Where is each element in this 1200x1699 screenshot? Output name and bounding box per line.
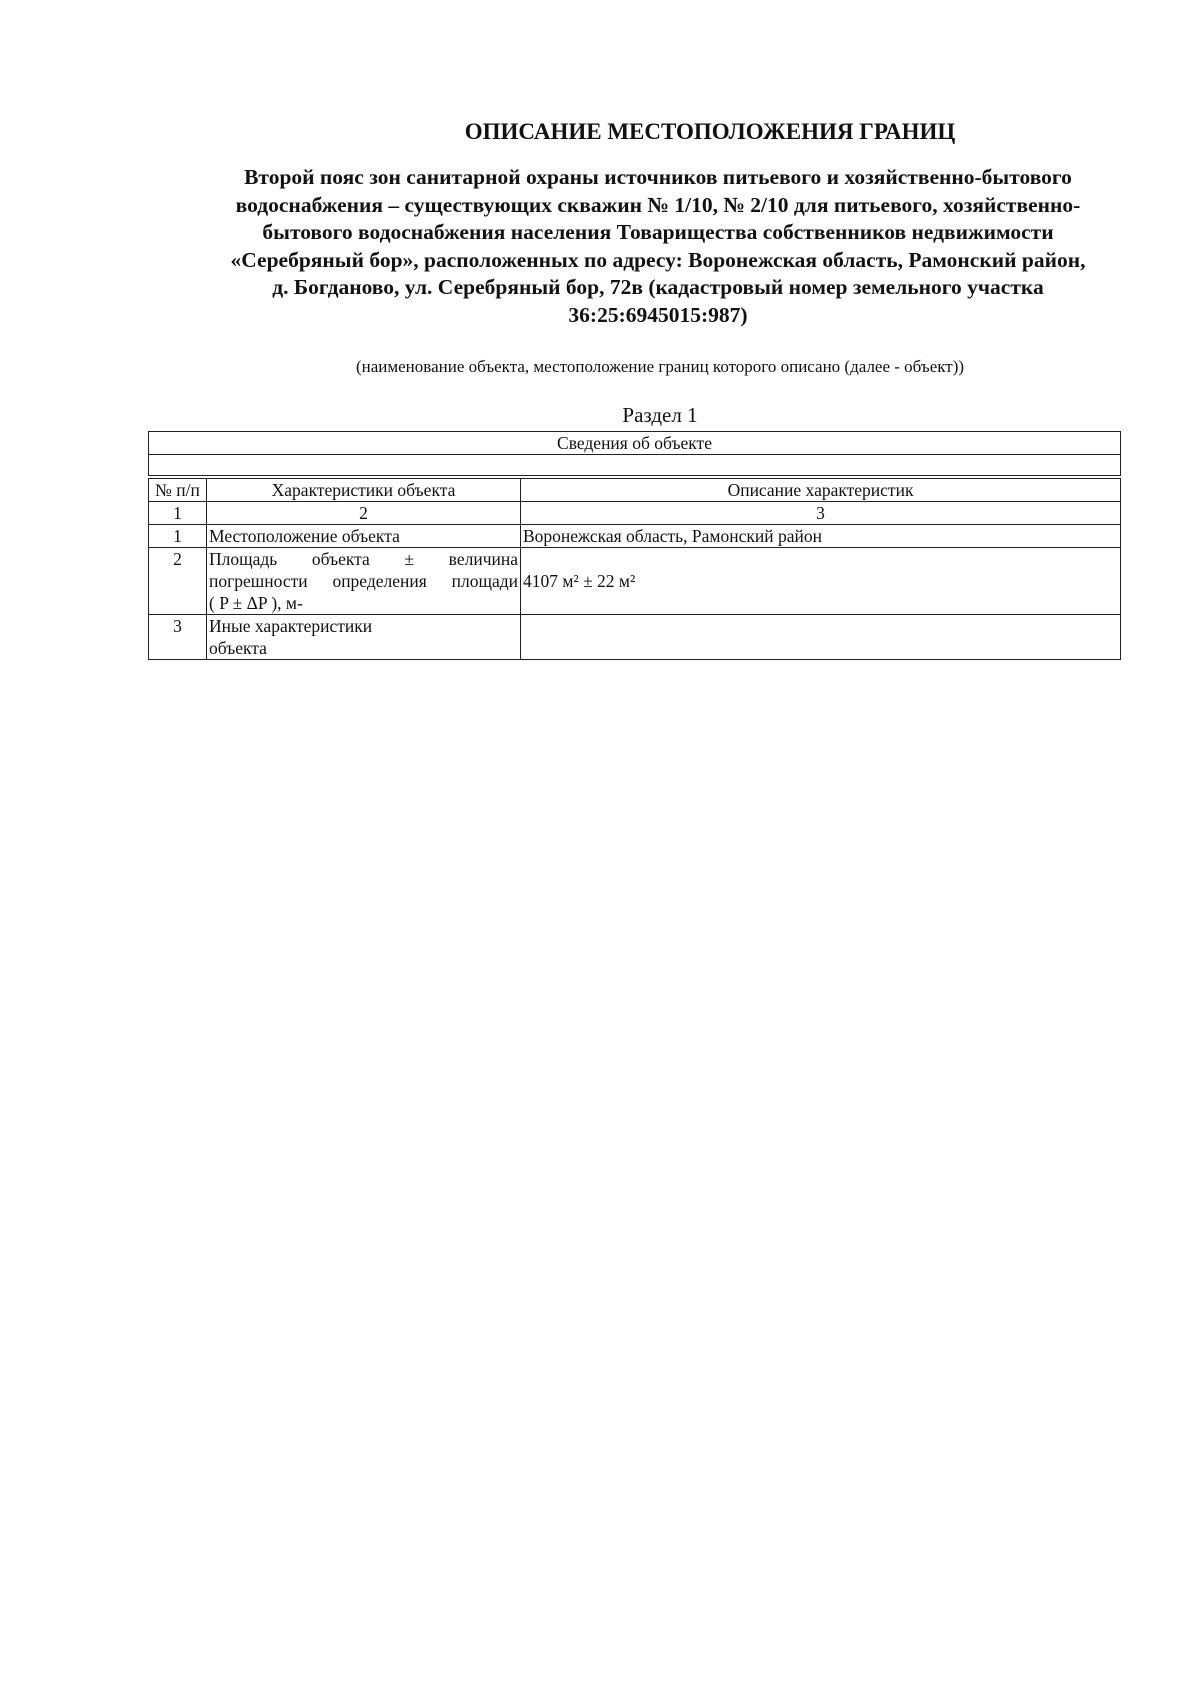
table-empty-cell (149, 455, 1121, 476)
row-number: 3 (149, 615, 207, 660)
object-name-line: 36:25:6945015:987) (568, 302, 748, 327)
table-empty-row (149, 455, 1121, 476)
object-name-caption: (наименование объекта, местоположение границ которого описано (далее - объект)) (355, 357, 965, 376)
row-description (521, 615, 1121, 660)
row-characteristic-line: Иные характеристики (209, 616, 373, 636)
row-characteristic (207, 548, 521, 615)
header-description: Описание характеристик (521, 479, 1121, 502)
page-title: ОПИСАНИЕ МЕСТОПОЛОЖЕНИЯ ГРАНИЦ (464, 119, 956, 144)
row-description: Воронежская область, Рамонский район (521, 525, 1121, 548)
row-characteristic-line: объекта (209, 638, 267, 658)
header-characteristic: Характеристики объекта (207, 479, 521, 502)
object-name-line: водоснабжения – существующих скважин № 1/10, № 2/10 для питьевого, хозяйственно- (235, 192, 1081, 217)
column-number-3: 3 (521, 502, 1121, 525)
row-characteristic-line: ( P ± ΔP ), м- (209, 593, 303, 613)
table-header-row (149, 479, 1121, 502)
object-name (148, 164, 1168, 329)
object-info-table (148, 431, 1121, 660)
column-number-2: 2 (207, 502, 521, 525)
row-number: 2 (149, 548, 207, 615)
table-column-numbers-row (149, 502, 1121, 525)
object-name-line: Второй пояс зон санитарной охраны источников питьевого и хозяйственно-бытового (244, 165, 1072, 189)
row-characteristic-line: погрешности определения площади (209, 571, 518, 591)
object-name-line: бытового водоснабжения населения Товарищества собственников недвижимости (262, 220, 1054, 244)
object-name-line: д. Богданово, ул. Серебряный бор, 72в (кадастровый номер земельного участка (272, 275, 1044, 299)
row-characteristic: Местоположение объекта (207, 525, 521, 548)
header-number: № п/п (149, 479, 207, 502)
table-title-row (149, 432, 1121, 455)
column-number-1: 1 (149, 502, 207, 525)
row-characteristic-line: Площадь объекта ± величина (209, 549, 518, 569)
row-description: 4107 м² ± 22 м² (521, 548, 1121, 615)
object-name-line: «Серебряный бор», расположенных по адресу: Воронежская область, Рамонский район, (230, 247, 1086, 272)
row-characteristic (207, 615, 521, 660)
section-label: Раздел 1 (622, 403, 698, 427)
table-row (149, 548, 1121, 615)
table-title: Сведения об объекте (149, 432, 1121, 455)
table-row (149, 615, 1121, 660)
table-row (149, 525, 1121, 548)
row-number: 1 (149, 525, 207, 548)
